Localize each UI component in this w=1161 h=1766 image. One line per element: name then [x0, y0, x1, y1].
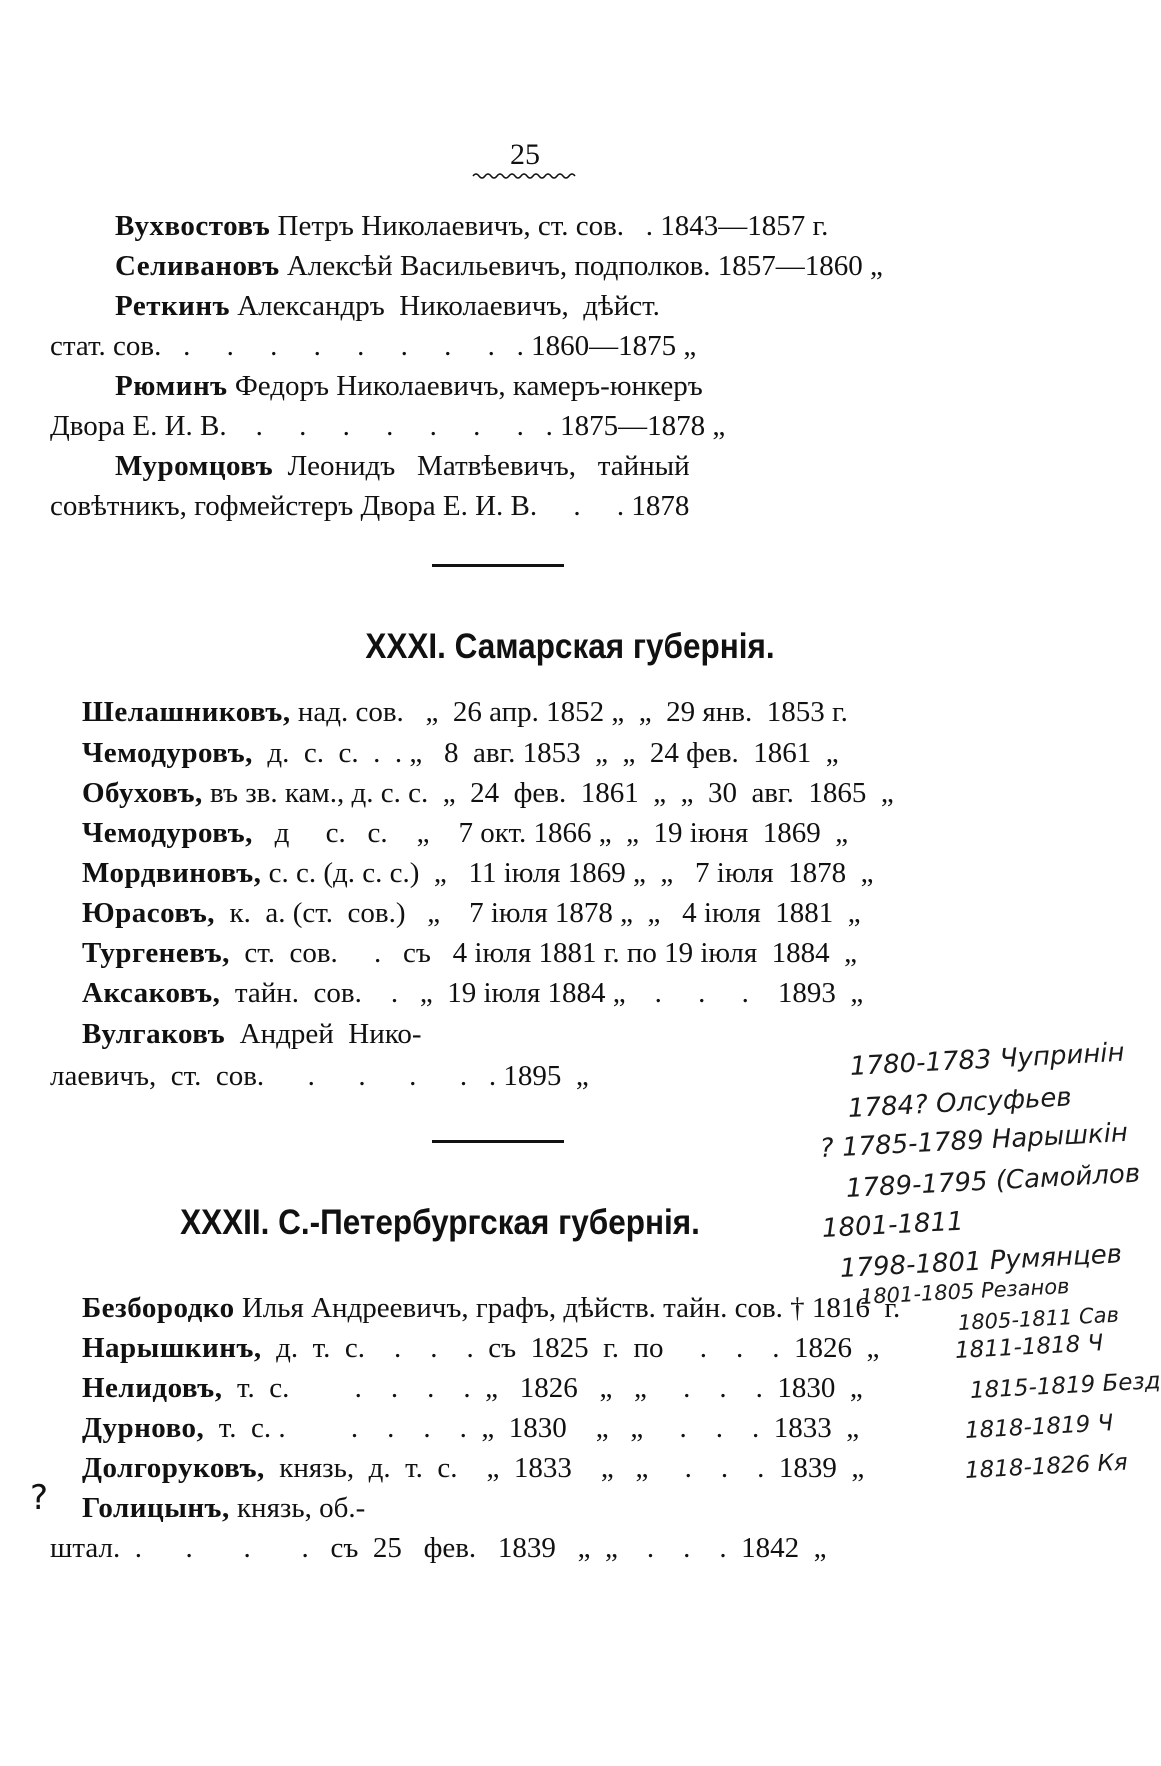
entry-line: Вулгаковъ Андрей Нико-: [82, 1018, 422, 1050]
entry-line: Двора Е. И. В. . . . . . . . . 1875—1878 „: [50, 410, 726, 442]
entry-line: Обуховъ, въ зв. кам., д. с. с. „ 24 фев. 1861 „ „ 30 авг. 1865 „: [82, 777, 894, 809]
entry-line: Аксаковъ, тайн. сов. . „ 19 іюля 1884 „ . . . 1893 „: [82, 977, 864, 1009]
section-divider: [432, 564, 564, 567]
entry-line: стат. сов. . . . . . . . . . 1860—1875 „: [50, 330, 697, 362]
entry-line: Чемодуровъ, д с. с. „ 7 окт. 1866 „ „ 19 іюня 1869 „: [82, 817, 849, 849]
entry-line: Безбородко Илья Андреевичъ, графъ, дѣйств. тайн. сов. † 1816 г.: [82, 1292, 901, 1324]
entry-line: Тургеневъ, ст. сов. . съ 4 іюля 1881 г. по 19 іюля 1884 „: [82, 937, 858, 969]
section-divider: [432, 1140, 564, 1143]
handwritten-note: 1784? Олсуфьев: [847, 1082, 1073, 1124]
section-heading-samara: XXXI. Самарская губернія.: [365, 627, 775, 666]
page-number-underline: [473, 172, 577, 180]
handwritten-note: 1798-1801 Румянцев: [839, 1239, 1123, 1284]
entry-line: Нелидовъ, т. с. . . . . „ 1826 „ „ . . . 1830 „: [82, 1372, 863, 1404]
entry-line: лаевичъ, ст. сов. . . . . . 1895 „: [50, 1060, 589, 1092]
handwritten-note: 1801-1811: [821, 1206, 965, 1244]
entry-line: Юрасовъ, к. а. (ст. сов.) „ 7 іюля 1878 „ „ 4 іюля 1881 „: [82, 897, 861, 929]
entry-line: Вухвостовъ Петръ Николаевичъ, ст. сов. . 1843—1857 г.: [115, 210, 829, 242]
handwritten-note: 1815-1819 Безд: [969, 1368, 1161, 1404]
handwritten-note: 1818-1826 Кя: [964, 1449, 1129, 1484]
handwritten-note: 1789-1795 (Самойлов: [845, 1158, 1141, 1204]
section-heading-petersburg: XXXII. С.-Петербургская губернія.: [180, 1203, 700, 1242]
handwritten-note: 1818-1819 Ч: [964, 1410, 1114, 1444]
entry-line: Голицынъ, князь, об.-: [82, 1492, 366, 1524]
entry-line: Нарышкинъ, д. т. с. . . . съ 1825 г. по . . . 1826 „: [82, 1332, 880, 1364]
entry-line: Мордвиновъ, с. с. (д. с. с.) „ 11 іюля 1869 „ „ 7 іюля 1878 „: [82, 857, 874, 889]
entry-line: Рюминъ Федоръ Николаевичъ, камеръ-юнкеръ: [115, 370, 703, 402]
page-number: 25: [510, 138, 540, 171]
entry-line: Реткинъ Александръ Николаевичъ, дѣйст.: [115, 290, 660, 322]
entry-line: Долгоруковъ, князь, д. т. с. „ 1833 „ „ . . . 1839 „: [82, 1452, 865, 1484]
handwritten-note: ? 1785-1789 Нарышкін: [819, 1117, 1129, 1164]
entry-line: Чемодуровъ, д. с. с. . . „ 8 авг. 1853 „ „ 24 фев. 1861 „: [82, 737, 839, 769]
entry-line: Шелашниковъ, над. сов. „ 26 апр. 1852 „ „ 29 янв. 1853 г.: [82, 696, 848, 728]
entry-line: Селивановъ Алексѣй Васильевичъ, подполков. 1857—1860 „: [115, 250, 883, 282]
entry-line: Муромцовъ Леонидъ Матвѣевичъ, тайный: [115, 450, 690, 482]
handwritten-note: 1801-1805 Резанов: [859, 1274, 1071, 1309]
entry-line: совѣтникъ, гофмейстеръ Двора Е. И. В. . . 1878: [50, 490, 690, 522]
entry-line: Дурново, т. с. . . . . . „ 1830 „ „ . . . 1833 „: [82, 1412, 860, 1444]
handwritten-note: 1805-1811 Сав: [957, 1302, 1120, 1335]
margin-mark: ?: [30, 1478, 49, 1518]
handwritten-note: 1780-1783 Чупринін: [849, 1037, 1126, 1082]
handwritten-note: 1811-1818 Ч: [954, 1330, 1104, 1364]
entry-line: штал. . . . . съ 25 фев. 1839 „ „ . . . 1842 „: [50, 1532, 827, 1564]
